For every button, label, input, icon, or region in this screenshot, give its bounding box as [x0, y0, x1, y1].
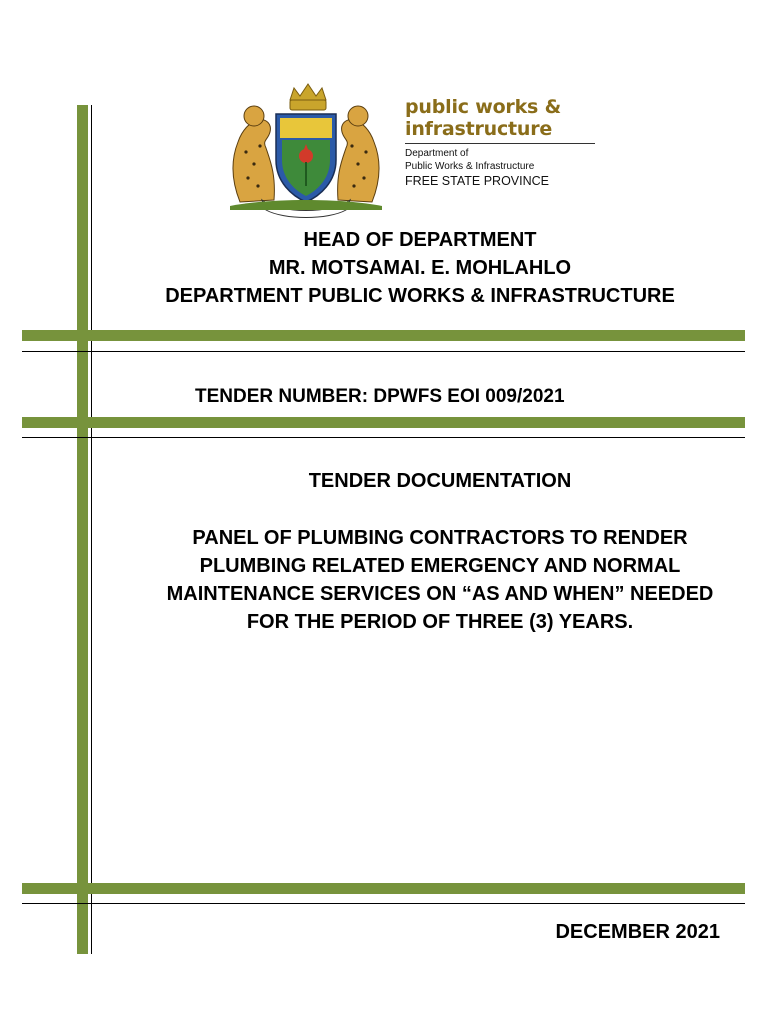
- horizontal-rule-1: [22, 351, 745, 352]
- coat-of-arms-icon: [210, 82, 402, 222]
- header-line2: MR. MOTSAMAI. E. MOHLAHLO: [268, 257, 572, 279]
- horizontal-green-bar-3: [22, 883, 745, 894]
- brand-title-line2: infrastructure: [405, 118, 553, 140]
- horizontal-rule-2: [22, 437, 745, 438]
- document-header: [100, 226, 740, 310]
- description-line3: MAINTENANCE SERVICES ON “AS AND WHEN” NEEDED: [166, 583, 714, 605]
- brand-dept-line1: Department of: [405, 148, 469, 159]
- horizontal-green-bar-2: [22, 417, 745, 428]
- description-line4: FOR THE PERIOD OF THREE (3) YEARS.: [246, 611, 634, 633]
- header-line1: HEAD OF DEPARTMENT: [303, 229, 537, 251]
- brand-text: [405, 96, 600, 189]
- horizontal-rule-3: [22, 903, 745, 904]
- horizontal-green-bar-1: [22, 330, 745, 341]
- tender-description: [100, 524, 770, 636]
- header-line3: DEPARTMENT PUBLIC WORKS & INFRASTRUCTURE: [165, 285, 675, 307]
- brand-dept-line2: Public Works & Infrastructure: [405, 161, 535, 172]
- description-line2: PLUMBING RELATED EMERGENCY AND NORMAL: [199, 555, 681, 577]
- brand-province: FREE STATE PROVINCE: [405, 174, 550, 188]
- document-date: DECEMBER 2021: [555, 921, 720, 943]
- doc-heading: TENDER DOCUMENTATION: [308, 470, 572, 492]
- tender-number: TENDER NUMBER: DPWFS EOI 009/2021: [195, 386, 565, 407]
- brand-divider: [405, 143, 595, 144]
- vertical-rule: [91, 105, 92, 954]
- description-line1: PANEL OF PLUMBING CONTRACTORS TO RENDER: [192, 527, 688, 549]
- department-logo: [210, 82, 600, 222]
- brand-title-line1: public works &: [405, 96, 561, 118]
- vertical-green-bar: [77, 105, 88, 954]
